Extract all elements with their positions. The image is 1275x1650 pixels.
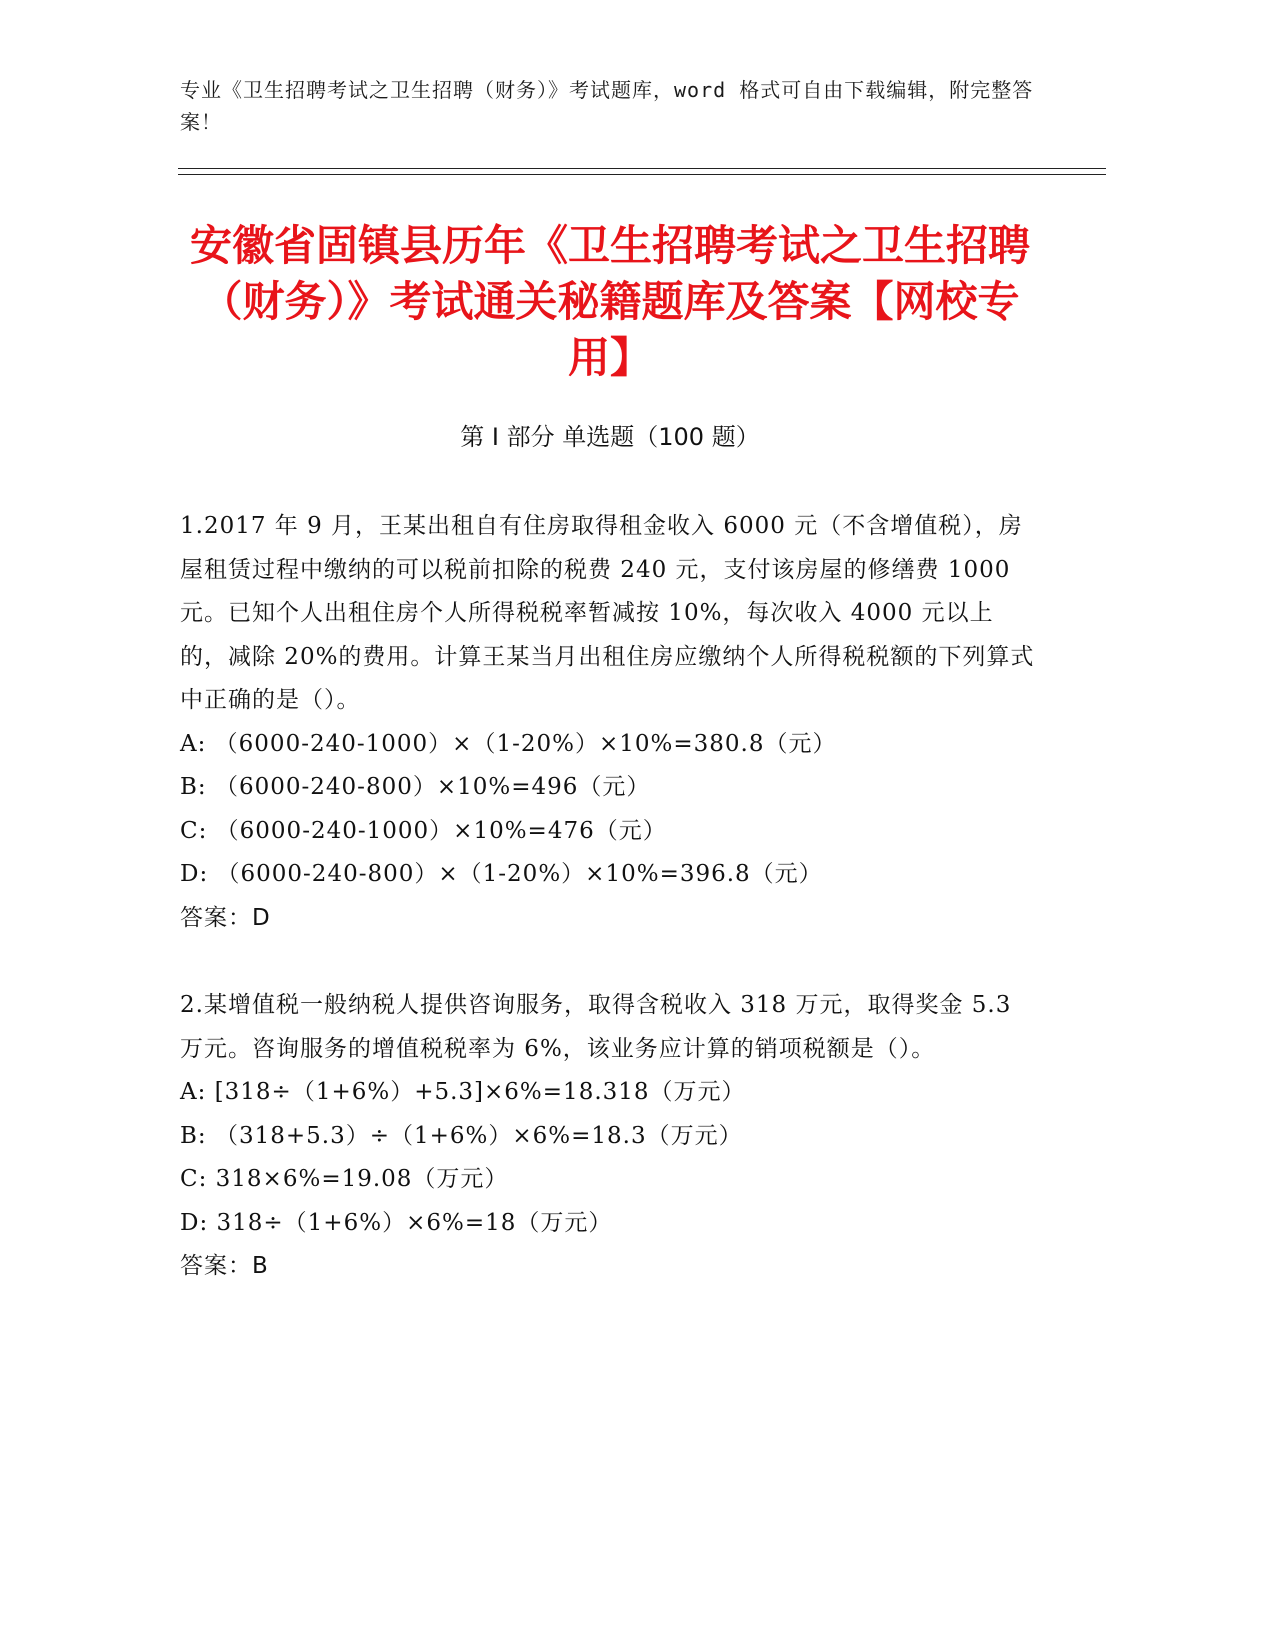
answer-label: 答案：B — [180, 1253, 269, 1279]
header-divider-bottom — [178, 174, 1106, 175]
question-text: 2.某增值税一般纳税人提供咨询服务，取得含税收入 318 万元，取得奖金 5.3 万元。咨询服务的增值税税率为 6%，该业务应计算的销项税额是（）。 — [180, 992, 1012, 1062]
option-c: C: （6000-240-1000）×10%=476（元） — [180, 817, 667, 844]
section-heading: 第 I 部分 单选题（100 题） — [460, 423, 760, 451]
option-b: B: （318+5.3）÷（1+6%）×6%=18.3（万元） — [180, 1122, 743, 1149]
header-divider-top — [178, 168, 1106, 169]
option-b: B: （6000-240-800）×10%=496（元） — [180, 774, 651, 800]
header-note: 专业《卫生招聘考试之卫生招聘（财务）》考试题库，word 格式可自由下载编辑，附完整答案！ — [180, 78, 1034, 134]
question-1 — [180, 505, 1040, 940]
answer-label: 答案：D — [180, 904, 271, 931]
option-d: D: 318÷（1+6%）×6%=18（万元） — [180, 1209, 613, 1236]
question-text: 1.2017 年 9 月，王某出租自有住房取得租金收入 6000 元（不含增值税），房屋租赁过程中缴纳的可以税前扣除的税费 240 元，支付该房屋的修缮费 1000 元。已知个人出租住房个人所得税税率暂减按 10%，每次收入 4000 元以上的，减除 20%的费用。计算王某当月出租住房应缴纳个人所得税税额的下列算式中正确的是（）。 — [180, 513, 1035, 713]
question-2 — [180, 984, 1040, 1289]
document-title: 安徽省固镇县历年《卫生招聘考试之卫生招聘（财务）》考试通关秘籍题库及答案【网校专用】 — [189, 221, 1030, 382]
option-d: D: （6000-240-800）×（1-20%）×10%=396.8（元） — [180, 861, 823, 887]
option-a: A: （6000-240-1000）×（1-20%）×10%=380.8（元） — [180, 730, 837, 757]
option-a: A: [318÷（1+6%）+5.3]×6%=18.318（万元） — [180, 1079, 746, 1105]
option-c: C: 318×6%=19.08（万元） — [180, 1166, 509, 1192]
